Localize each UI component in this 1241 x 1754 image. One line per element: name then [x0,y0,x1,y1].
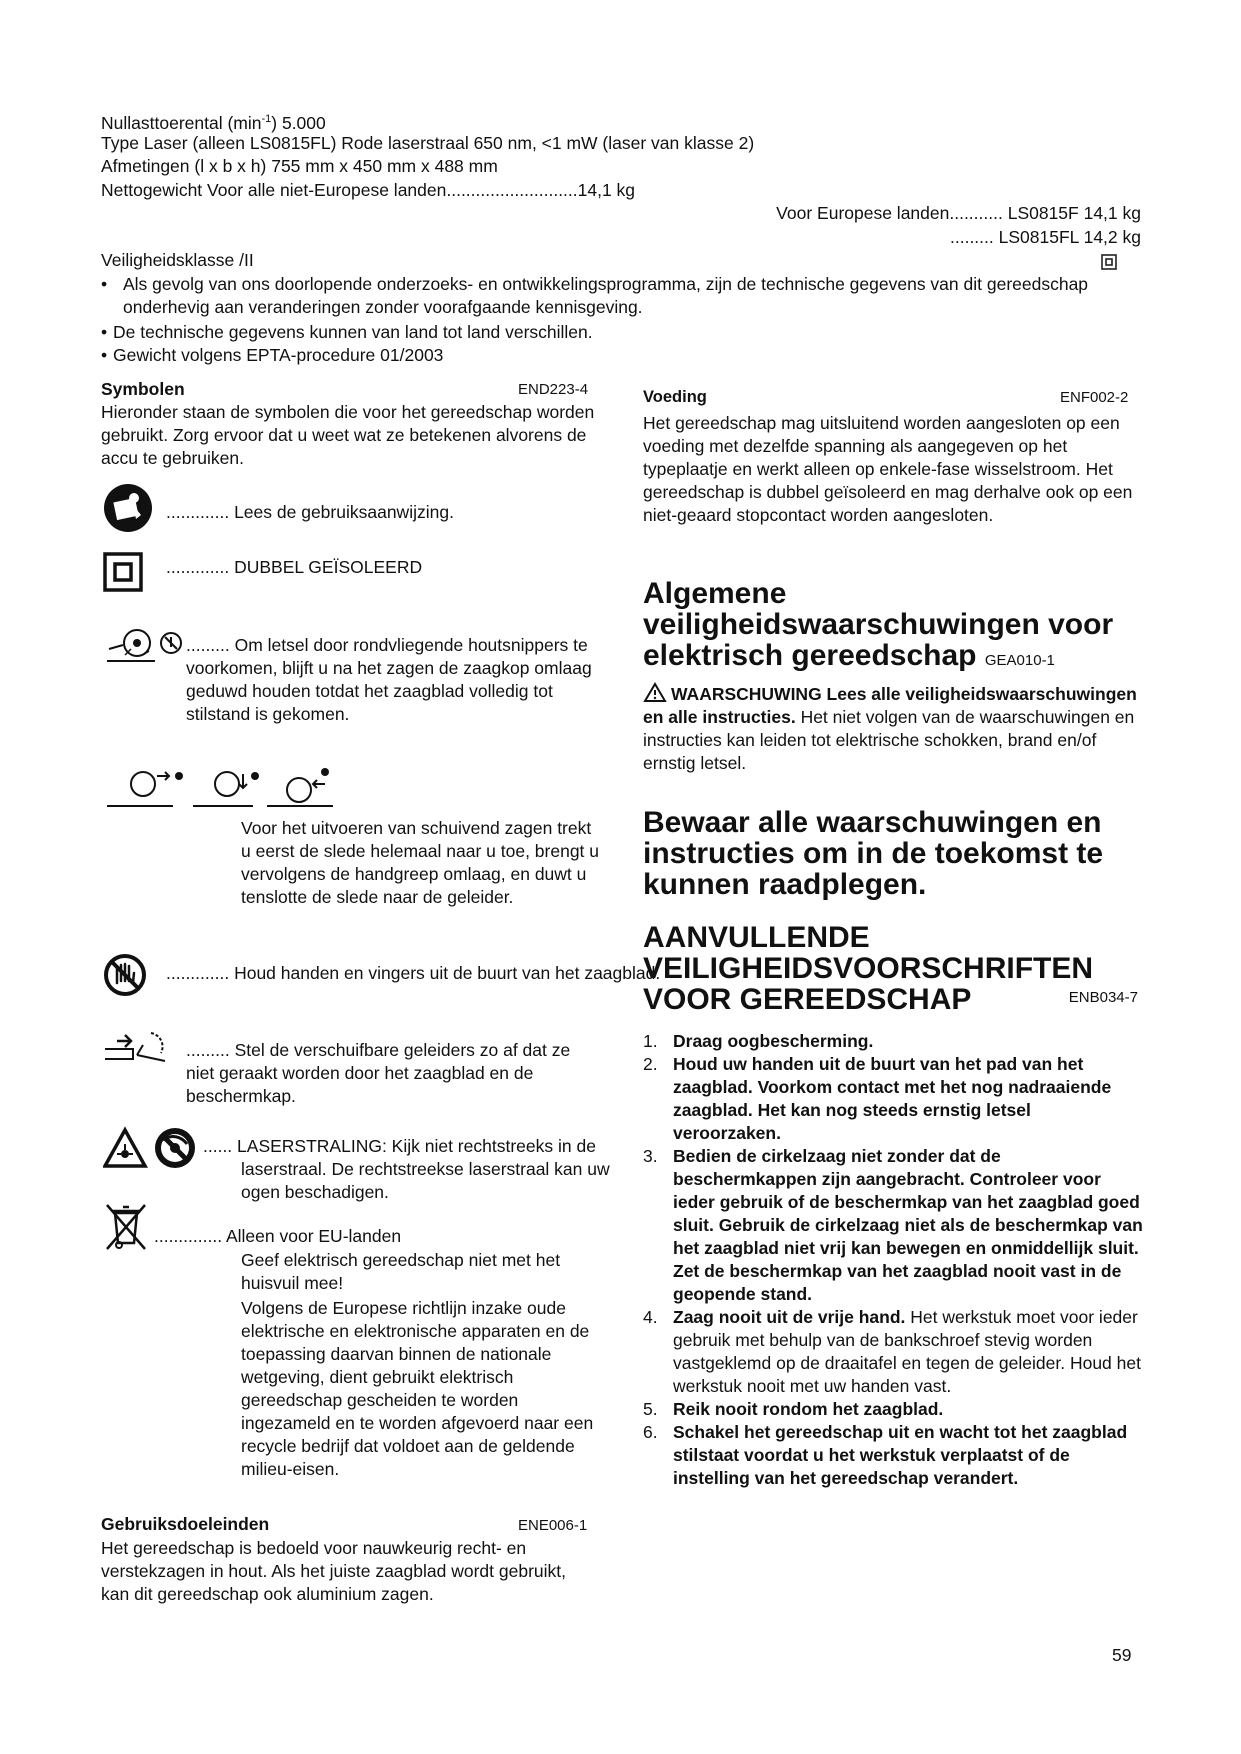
spec-rpm-sup: -1 [261,113,272,125]
extra-heading-line-2: VEILIGHEIDSVOORSCHRIFTEN [643,952,1094,985]
spec-weight-non-eu: Nettogewicht Voor alle niet-Europese landen...........................14,1 kg [101,180,636,200]
extra-heading-row [643,984,1141,1015]
hands-away-icon [103,953,147,997]
warning-text: Het niet volgen van de waarschuwingen en instructies kan leiden tot elektrische schokken, brand en/of ernstig letsel. [643,707,1135,773]
double-insulation-icon [103,552,143,592]
double-insulation-small-icon [1101,254,1117,270]
general-code: GEA010-1 [984,652,1055,669]
symbols-code: END223-4 [518,381,589,398]
saw-head-down-icon [103,625,183,665]
symbol-text-weee-note: Geef elektrisch gereedschap niet met het huisvuil mee! [241,1250,561,1293]
extra-heading-line-1: AANVULLENDE [643,921,870,954]
symbol-text-weee-directive: Volgens de Europese richtlijn inzake oude elektrische en elektronische apparaten en de toepassing daarvan binnen de nationale wetgeving, dient gebruikt elektrisch gereedschap gescheiden te worden ingezameld en te worden afgevoerd naar een recycle bedrijf dat voldoet aan de geldende milieu-eisen. [241,1298,594,1479]
symbol-text-flying-chips: ......... Om letsel door rondvliegende houtsnippers te voorkomen, blijft u na het zagen de zaagkop omlaag geduwd houden totdat het zaagblad volledig tot stilstand is gekomen. [186,635,592,724]
use-text: Het gereedschap is bedoeld voor nauwkeurig recht- en verstekzagen in hout. Als het juiste zaagblad wordt gebruikt, kan dit gereedschap ook aluminium zagen. [101,1538,566,1604]
keep-heading: Bewaar alle waarschuwingen en instructies om in de toekomst te kunnen raadplegen. [643,806,1104,901]
extra-heading-line-3: VOOR GEREEDSCHAP [643,983,972,1016]
list-number: 3. [643,1146,658,1166]
laser-warning-icon [103,1126,203,1172]
symbols-intro: Hieronder staan de symbolen die voor het gereedschap worden gebruikt. Zorg ervoor dat u weet wat ze betekenen alvorens de accu te gebruiken. [101,402,595,468]
power-heading: Voeding [643,388,707,406]
note-item [101,273,1101,319]
spec-rpm-label: Nullasttoerental (min [101,112,262,133]
power-code: ENF002-2 [1060,389,1129,406]
list-bold: Draag oogbescherming. [673,1031,874,1051]
extra-code: ENB034-7 [1068,989,1138,1006]
list-bold: Zaag nooit uit de vrije hand. [673,1307,906,1327]
list-item [643,1421,1143,1490]
warning-bold: WAARSCHUWING Lees alle veiligheidswaarschuwingen en alle instructies. [643,684,1137,727]
list-text: Het werkstuk moet voor ieder gebruik met behulp van de bankschroef stevig worden vastgeklemd op de draaitafel en tegen de geleider. Houd het werkstuk nooit met uw handen vast. [673,1307,1141,1396]
note-text: De technische gegevens kunnen van land tot land verschillen. [113,322,593,342]
symbol-text-hands-away: ............. Houd handen en vingers uit de buurt van het zaagblad. [166,963,661,983]
symbol-text-double-insulated: ............. DUBBEL GEÏSOLEERD [166,557,423,577]
symbol-text-slide-cutting: Voor het uitvoeren van schuivend zagen trekt u eerst de slede helemaal naar u toe, brengt u vervolgens de handgreep omlaag, en duwt u tenslotte de slede naar de geleider. [241,818,600,907]
spec-weight-eu-1: Voor Europese landen........... LS0815F 14,1 kg [776,203,1141,223]
weee-bin-icon [103,1201,149,1251]
symbols-heading: Symbolen [101,379,185,399]
spec-weight-eu-2: ......... LS0815FL 14,2 kg [950,227,1141,247]
list-bold: Schakel het gereedschap uit en wacht tot het zaagblad stilstaat voordat u het werkstuk verplaatst of de instelling van het gereedschap verandert. [673,1422,1128,1488]
list-item [643,1053,1143,1145]
list-bold: Houd uw handen uit de buurt van het pad van het zaagblad. Voorkom contact met het nog nadraaiende zaagblad. Het kan nog steeds ernstig letsel veroorzaken. [673,1054,1112,1143]
note-bullet: • [101,345,108,365]
list-bold: Reik nooit rondom het zaagblad. [673,1399,944,1419]
power-text: Het gereedschap mag uitsluitend worden aangesloten op een voeding met dezelfde spanning als aangegeven op het typeplaatje en werkt alleen op enkele-fase wisselstroom. Het gereedschap is dubbel geïsoleerd en mag derhalve ook op een niet-geaard stopcontact worden aangesloten. [643,413,1133,525]
list-item [643,1145,1143,1306]
note-text: Als gevolg van ons doorlopende onderzoeks- en ontwikkelingsprogramma, zijn de technische gegevens van dit gereedschap onderhevig aan veranderingen zonder voorafgaande kennisgeving. [123,274,1089,317]
general-heading-text: Algemene veiligheidswaarschuwingen voor elektrisch gereedschap [643,577,1114,672]
note-bullet: • [101,322,108,342]
symbol-text-laser: ...... LASERSTRALING: Kijk niet rechtstreeks in de laserstraal. De rechtstreekse laserstraal kan uw ogen beschadigen. [203,1136,610,1202]
use-code: ENE006-1 [518,1517,588,1534]
list-number: 1. [643,1031,658,1051]
read-manual-icon [103,483,153,533]
note-text: Gewicht volgens EPTA-procedure 01/2003 [113,345,444,365]
symbol-text-weee-title: .............. Alleen voor EU-landen [154,1226,402,1246]
general-heading [643,578,1141,676]
spec-laser: Type Laser (alleen LS0815FL) Rode laserstraal 650 nm, <1 mW (laser van klasse 2) [101,133,755,153]
safety-list [643,1030,1143,1490]
list-bold: Bedien de cirkelzaag niet zonder dat de beschermkappen zijn aangebracht. Controleer voor ieder gebruik of de beschermkap van het zaagblad goed sluit. Gebruik de cirkelzaag niet als de beschermkap van het zaagblad niet vrij kan bewegen en onmiddellijk sluit. Zet de beschermkap van het zaagblad nooit vast in de geopende stand. [673,1146,1143,1304]
note-bullet: • [101,274,108,294]
spec-rpm [101,108,326,135]
list-number: 4. [643,1307,658,1327]
spec-rpm-value: ) 5.000 [271,112,326,133]
use-heading: Gebruiksdoeleinden [101,1514,270,1534]
warning-triangle-icon [643,682,667,703]
note-item [101,344,1101,367]
slide-cutting-icon [103,762,343,812]
extra-heading [643,922,1141,1015]
list-item [643,1306,1143,1398]
list-number: 2. [643,1054,658,1074]
symbol-text-fences: ......... Stel de verschuifbare geleiders zo af dat ze niet geraakt worden door het zaagblad en de beschermkap. [186,1040,571,1106]
spec-dimensions: Afmetingen (l x b x h) 755 mm x 450 mm x 488 mm [101,156,498,176]
page-number: 59 [1112,1645,1132,1665]
list-item [643,1030,1143,1053]
notes [101,273,1101,367]
list-number: 5. [643,1399,658,1419]
spec-safety-class: Veiligheidsklasse /II [101,250,254,270]
general-warning [643,682,1141,775]
list-number: 6. [643,1422,658,1442]
note-item [101,321,1101,344]
symbol-text-read-manual: ............. Lees de gebruiksaanwijzing. [166,502,454,522]
list-item [643,1398,1143,1421]
adjust-fence-icon [103,1025,175,1065]
